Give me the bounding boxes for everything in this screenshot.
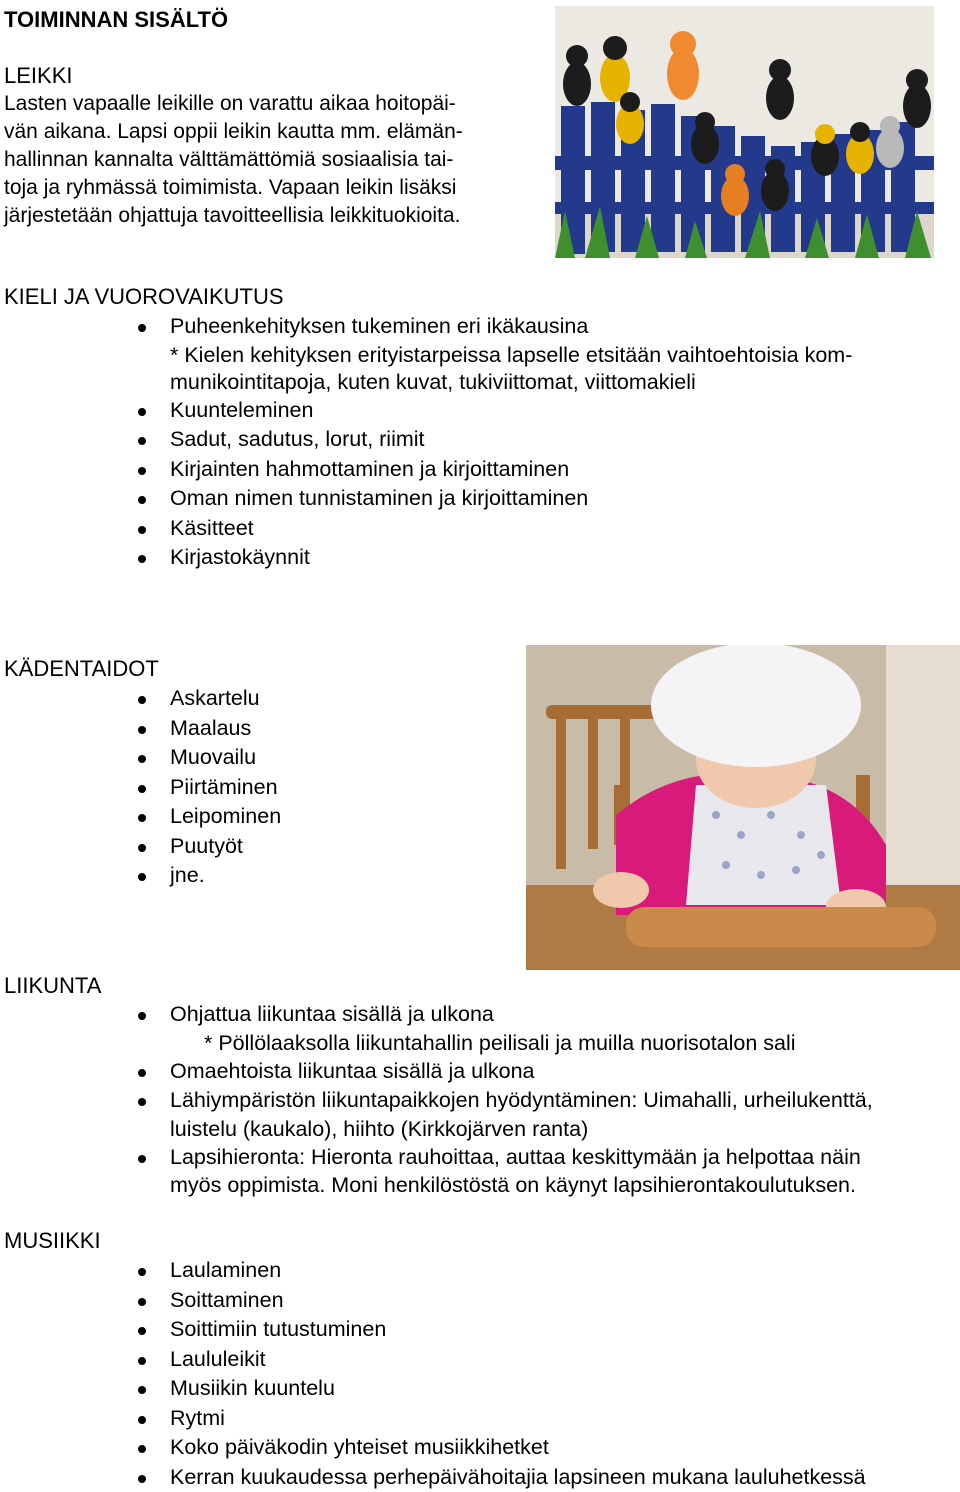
liikunta-heading: LIIKUNTA [4,973,102,998]
bullet-icon [138,1386,146,1394]
list-item: Kuunteleminen [170,396,852,426]
bullet-icon [138,814,146,822]
list-item: Leipominen [170,802,281,832]
list-item: Omaehtoista liikuntaa sisällä ja ulkona [170,1057,873,1087]
list-item: Soittaminen [170,1286,866,1316]
kieli-note-line: munikointitapoja, kuten kuvat, tukiviittomat, viittomakieli [170,369,696,394]
list-item: jne. [170,861,281,891]
bullet-icon [138,844,146,852]
list-item: Kirjainten hahmottaminen ja kirjoittaminen [170,455,852,485]
list-item: Muovailu [170,743,281,773]
liikunta-list [170,1000,873,1199]
list-item: Puutyöt [170,832,281,862]
list-item: Rytmi [170,1404,866,1434]
bullet-icon [138,1012,146,1020]
bullet-icon [138,785,146,793]
list-item: Käsitteet [170,514,852,544]
bullet-icon [138,467,146,475]
bullet-icon [138,1098,146,1106]
list-item: Soittimiin tutustuminen [170,1315,866,1345]
liikunta-note-line: * Pöllölaaksolla liikuntahallin peilisali ja muilla nuorisotalon sali [204,1030,796,1055]
list-item: Oman nimen tunnistaminen ja kirjoittaminen [170,484,852,514]
kieli-heading: KIELI JA VUOROVAIKUTUS [4,284,284,309]
bullet-icon [138,496,146,504]
list-item: Puheenkehityksen tukeminen eri ikäkausina [170,312,852,342]
bullet-icon [138,324,146,332]
liikunta-continuation-line: myös oppimista. Moni henkilöstöstä on käynyt lapsihierontakoulutuksen. [170,1173,856,1197]
list-item: Sadut, sadutus, lorut, riimit [170,425,852,455]
bullet-icon [138,696,146,704]
bullet-icon [138,1475,146,1483]
liikunta-continuation-line: luistelu (kaukalo), hiihto (Kirkkojärven ranta) [170,1116,589,1141]
list-item: Koko päiväkodin yhteiset musiikkihetket [170,1433,866,1463]
leikki-line: hallinnan kannalta välttämättömiä sosiaalisia tai- [4,148,454,171]
page-title: TOIMINNAN SISÄLTÖ [4,7,229,32]
list-item: Maalaus [170,714,281,744]
list-item: Askartelu [170,684,281,714]
bullet-icon [138,1445,146,1453]
list-item: Kirjastokäynnit [170,543,852,573]
bullet-icon [138,408,146,416]
bullet-icon [138,726,146,734]
list-item: Laululeikit [170,1345,866,1375]
musiikki-list [170,1256,866,1492]
kieli-list [170,312,852,573]
bullet-icon [138,1298,146,1306]
bullet-icon [138,1357,146,1365]
list-item: Musiikin kuuntelu [170,1374,866,1404]
bullet-icon [138,1416,146,1424]
bullet-icon [138,1155,146,1163]
cats-fence-photo [555,6,934,258]
list-item: Lähiympäristön liikuntapaikkojen hyödyntäminen: Uimahalli, urheilukenttä, [170,1086,873,1116]
list-item: Laulaminen [170,1256,866,1286]
musiikki-heading: MUSIIKKI [4,1228,101,1253]
leikki-line: vän aikana. Lapsi oppii leikin kautta mm. elämän- [4,120,463,143]
kieli-note-line: * Kielen kehityksen erityistarpeissa lapselle etsitään vaihtoehtoisia kom- [170,342,853,367]
list-item: Piirtäminen [170,773,281,803]
bullet-icon [138,437,146,445]
kadentaidot-list [170,684,281,891]
bullet-icon [138,1268,146,1276]
leikki-line: järjestetään ohjattuja tavoitteellisia leikkituokioita. [4,204,461,227]
leikki-heading: LEIKKI [4,63,73,88]
list-item: Lapsihieronta: Hieronta rauhoittaa, auttaa keskittymään ja helpottaa näin [170,1143,873,1173]
bullet-icon [138,873,146,881]
bullet-icon [138,1069,146,1077]
bullet-icon [138,555,146,563]
baking-child-photo [526,645,960,970]
bullet-icon [138,526,146,534]
bullet-icon [138,1327,146,1335]
leikki-paragraph [4,90,463,230]
cats-fence-illustration [555,6,934,258]
list-item: Kerran kuukaudessa perhepäivähoitajia lapsineen mukana lauluhetkessä [170,1463,866,1492]
bullet-icon [138,755,146,763]
leikki-line: Lasten vapaalle leikille on varattu aikaa hoitopäi- [4,92,456,115]
baking-child-illustration [526,645,960,970]
leikki-line: toja ja ryhmässä toimimista. Vapaan leikin lisäksi [4,176,457,199]
kadentaidot-heading: KÄDENTAIDOT [4,656,159,681]
list-item: Ohjattua liikuntaa sisällä ja ulkona [170,1000,873,1030]
